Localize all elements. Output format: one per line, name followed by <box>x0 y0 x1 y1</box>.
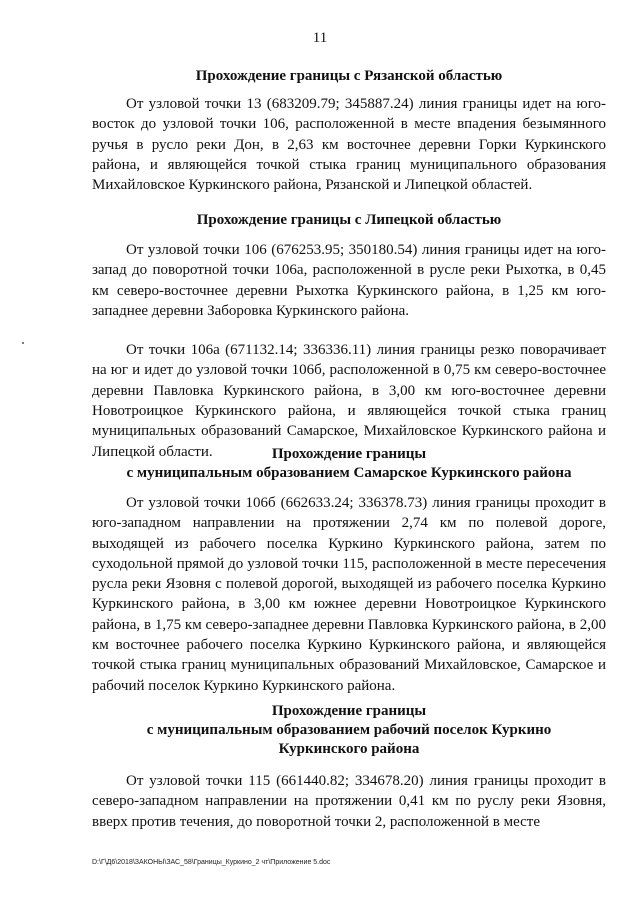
paragraph: От точки 106а (671132.14; 336336.11) линия границы резко поворачивает на юг и идет до узловой точки 106б, расположенной в 0,75 км северо-восточнее деревни Павловка Куркинского района, в 3,00 км юго-восточнее деревни Новотроицкое Куркинского района, и являющейся точкой стыка границ муниципальных образований Самарское, Михайловское Куркинского района и Липецкой области. <box>92 342 606 460</box>
section-samarskoe <box>92 445 606 696</box>
section-heading: с муниципальным образованием рабочий поселок Куркино <box>146 722 552 738</box>
section-kurkino <box>92 702 606 832</box>
section-heading: Куркинского района <box>278 741 420 757</box>
paragraph: От узловой точки 106 (676253.95; 350180.54) линия границы идет на юго-запад до поворотной точки 106а, расположенной в русле реки Рыхотка, в 0,45 км северо-восточнее деревни Рыхотка Куркинского района, в 1,25 км юго-западнее деревни Заборовка Куркинского района. <box>92 242 606 319</box>
section-heading: Прохождение границы с Липецкой областью <box>196 212 502 228</box>
section-lipetsk <box>92 211 606 462</box>
paragraph: От узловой точки 115 (661440.82; 334678.20) линия границы проходит в северо-западном направлении на протяжении 0,41 км по руслу реки Язовня, вверх против течения, до поворотной точки 2, расположенной в месте <box>92 773 606 830</box>
section-heading: с муниципальным образованием Самарское Куркинского района <box>126 465 572 481</box>
section-ryazan <box>92 67 606 195</box>
paragraph: От узловой точки 106б (662633.24; 336378.73) линия границы проходит в юго-западном направлении на протяжении 2,74 км по полевой дороге, выходящей из рабочего поселка Куркино Куркинского района, затем по суходольной прямой до узловой точки 115, расположенной в месте пересечения русла реки Язовня с полевой дорогой, выходящей из рабочего поселка Куркино Куркинского района, в 3,00 км южнее деревни Новотроицкое Куркинского района, в 1,75 км северо-западнее деревни Павловка Куркинского района, в 2,00 км восточнее рабочего поселка Куркино Куркинского района, и являющейся точкой стыка границ муниципальных образований Михайловское, Самарское и рабочий поселок Куркино Куркинского района. <box>92 495 606 694</box>
page-number: 11 <box>312 30 328 46</box>
footer-file-path: D:\Г\Д6\2018\ЗАКОНЫ\ЗАС_58\Границы_Куркино_2 чт\Приложение 5.doc <box>92 859 331 866</box>
section-heading: Прохождение границы с Рязанской областью <box>195 68 503 84</box>
section-heading: Прохождение границы <box>271 446 427 462</box>
paragraph: От узловой точки 13 (683209.79; 345887.24) линия границы идет на юго-восток до узловой точки 106, расположенной в месте впадения безымянного ручья в русло реки Дон, в 2,63 км восточнее деревни Горки Куркинского района, и являющейся точкой стыка границ муниципального образования Михайловское Куркинского района, Рязанской и Липецкой областей. <box>92 96 606 194</box>
section-heading: Прохождение границы <box>271 703 427 719</box>
scan-speck <box>22 342 24 344</box>
